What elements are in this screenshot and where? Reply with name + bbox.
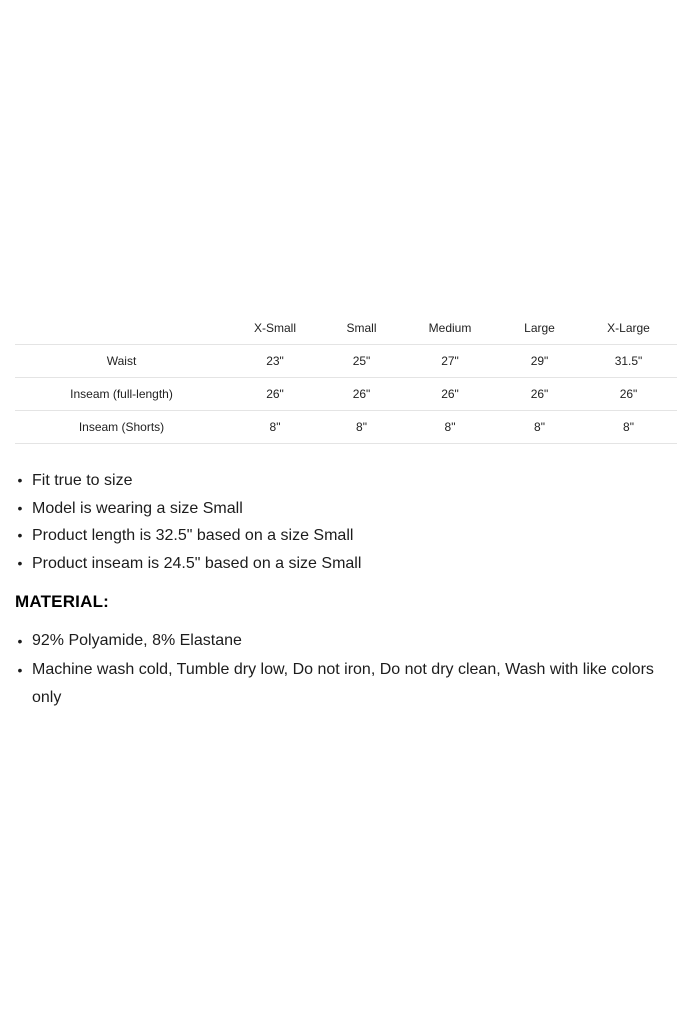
list-item [15,550,361,578]
table-cell: 8" [499,411,580,444]
bullet-icon: • [17,527,23,544]
size-chart-row-inseam-shorts [15,411,677,444]
table-cell: 26" [401,378,499,411]
bullet-icon: • [17,633,23,649]
list-item-text: Product length is 32.5" based on a size Small [32,527,354,545]
table-cell: 8" [401,411,499,444]
list-item [15,495,361,523]
size-header-small: Small [322,312,401,345]
table-cell: 23" [228,345,322,378]
list-item-text: 92% Polyamide, 8% Elastane [32,632,242,649]
table-cell: 26" [499,378,580,411]
size-header-large: Large [499,312,580,345]
list-item-text: Model is wearing a size Small [32,499,243,517]
list-item-text: Machine wash cold, Tumble dry low, Do not iron, Do not dry clean, Wash with like colors only [32,660,654,706]
size-header-x-large: X-Large [580,312,677,345]
table-cell: 29" [499,345,580,378]
bullet-icon: • [17,555,23,572]
table-cell: 8" [580,411,677,444]
size-chart-header-row [15,312,677,345]
size-chart-corner-cell [15,312,228,345]
list-item [15,467,361,495]
bullet-icon: • [17,472,23,488]
bullet-icon: • [17,661,23,678]
table-cell: 26" [228,378,322,411]
size-chart-row-inseam-full-length [15,378,677,411]
material-list [15,627,665,713]
list-item [15,656,665,713]
table-cell: 8" [322,411,401,444]
list-item [15,627,665,656]
table-cell: 25" [322,345,401,378]
list-item-text: Fit true to size [32,472,133,489]
row-label: Inseam (full-length) [15,378,228,411]
row-label: Waist [15,345,228,378]
table-cell: 31.5" [580,345,677,378]
table-cell: 26" [322,378,401,411]
size-chart-table [15,312,677,444]
material-heading: MATERIAL: [15,592,110,611]
fit-notes-list [15,467,361,578]
table-cell: 8" [228,411,322,444]
list-item-text: Product inseam is 24.5" based on a size Small [32,555,362,573]
table-cell: 27" [401,345,499,378]
bullet-icon: • [17,499,23,516]
size-header-medium: Medium [401,312,499,345]
row-label: Inseam (Shorts) [15,411,228,444]
size-chart-row-waist [15,345,677,378]
list-item [15,522,361,550]
size-header-x-small: X-Small [228,312,322,345]
table-cell: 26" [580,378,677,411]
